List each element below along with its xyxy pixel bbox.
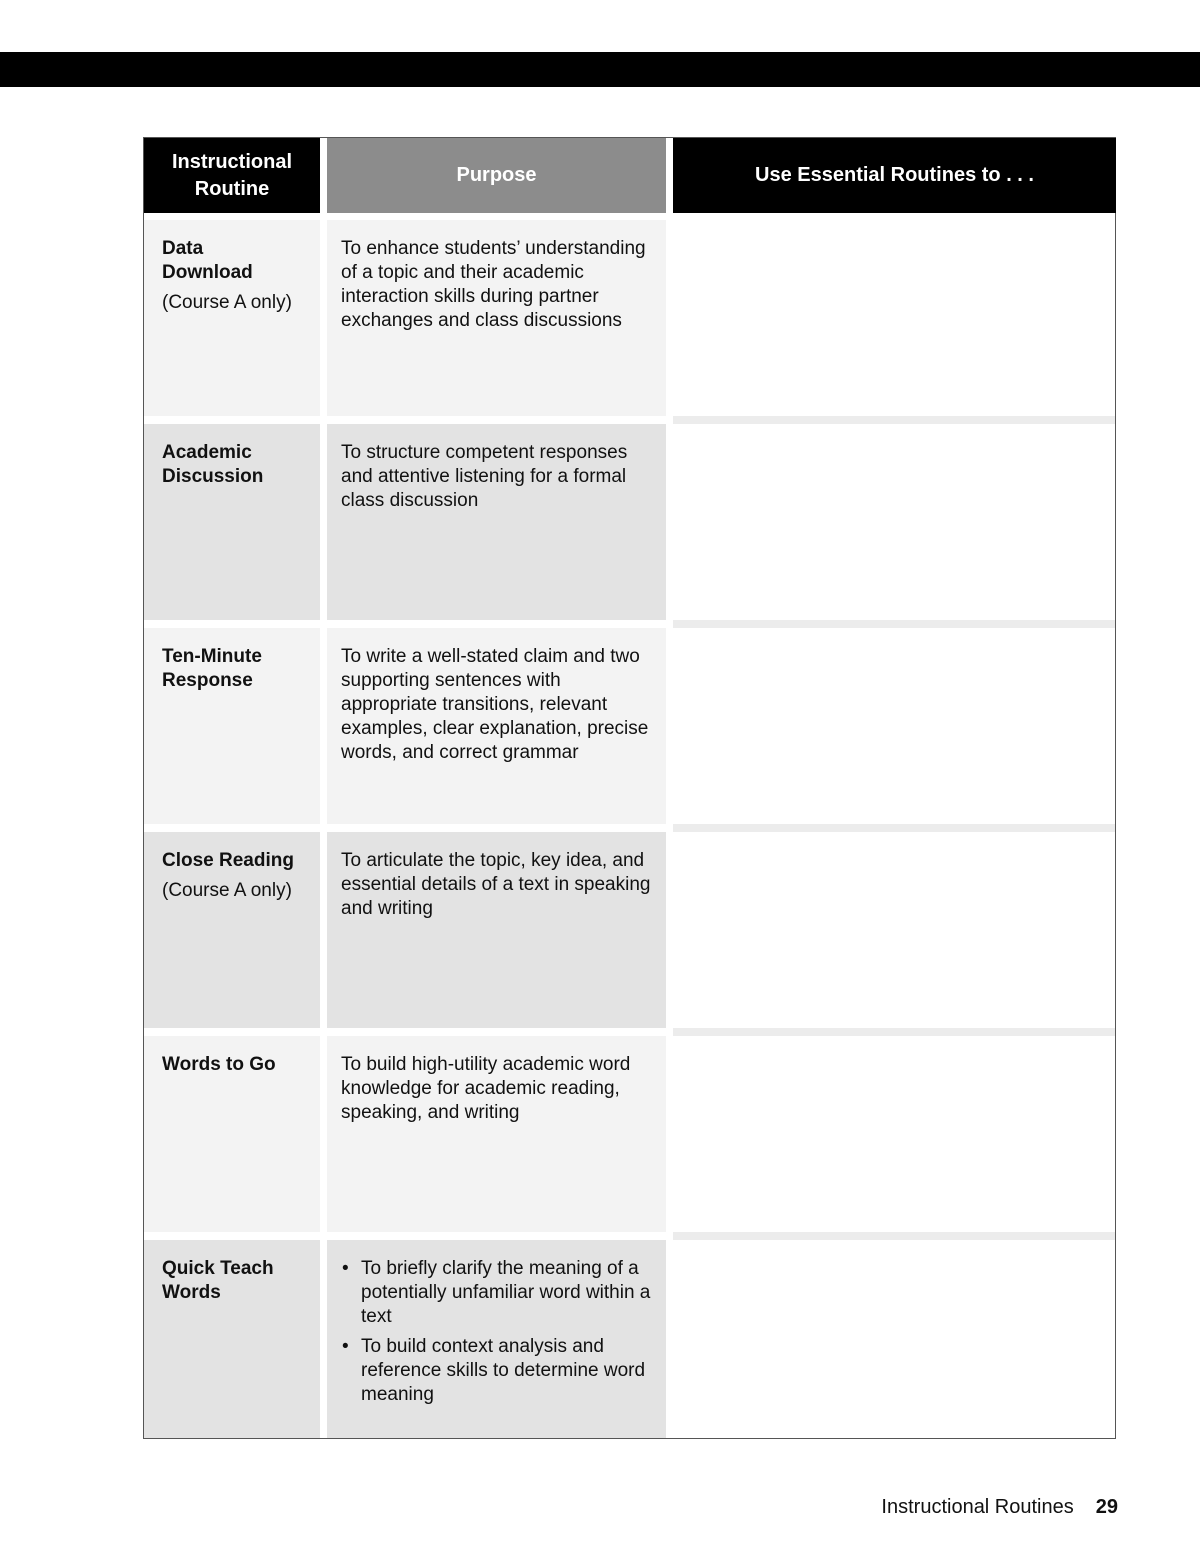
use-cell[interactable] bbox=[673, 1036, 1115, 1232]
use-cell[interactable] bbox=[673, 628, 1115, 824]
top-band bbox=[0, 52, 1200, 87]
routine-note: (Course A only) bbox=[162, 880, 292, 901]
purpose-text: To articulate the topic, key idea, and essential details of a text in speaking and writing bbox=[341, 850, 651, 919]
purpose-text: To write a well-stated claim and two supporting sentences with appropriate transitions, relevant examples, clear explanation, precise words, and correct grammar bbox=[341, 646, 649, 763]
purpose-cell bbox=[327, 424, 666, 620]
purpose-text: To build high-utility academic word knowledge for academic reading, speaking, and writing bbox=[341, 1054, 631, 1123]
use-cell[interactable] bbox=[673, 424, 1115, 620]
purpose-bullet: • To build context analysis and reference skills to determine word meaning bbox=[341, 1335, 658, 1407]
routine-cell bbox=[144, 1036, 320, 1232]
table-row bbox=[144, 628, 1115, 824]
routine-cell bbox=[144, 220, 320, 416]
routine-name: Quick Teach Words bbox=[162, 1258, 274, 1303]
header-purpose bbox=[327, 138, 666, 213]
row-separator bbox=[673, 620, 1115, 628]
purpose-bullets bbox=[341, 1257, 658, 1407]
page-footer bbox=[881, 1494, 1118, 1520]
purpose-cell bbox=[327, 628, 666, 824]
routines-table bbox=[143, 137, 1116, 1439]
routine-name: Close Reading bbox=[162, 850, 294, 871]
routine-name: Academic Discussion bbox=[162, 442, 264, 487]
routine-name: Ten-Minute Response bbox=[162, 646, 262, 691]
table-row bbox=[144, 1036, 1115, 1232]
header-routine-label: Instructional Routine bbox=[171, 150, 292, 200]
purpose-cell bbox=[327, 1036, 666, 1232]
routine-note: (Course A only) bbox=[162, 292, 292, 313]
row-separator bbox=[673, 1028, 1115, 1036]
header-use-label: Use Essential Routines to . . . bbox=[755, 164, 1034, 186]
table-row bbox=[144, 220, 1115, 416]
purpose-bullet: • To briefly clarify the meaning of a potentially unfamiliar word within a text bbox=[341, 1257, 658, 1329]
table-row bbox=[144, 424, 1115, 620]
header-separator bbox=[320, 138, 327, 213]
purpose-cell bbox=[327, 832, 666, 1028]
use-cell[interactable] bbox=[673, 1240, 1115, 1438]
header-use bbox=[673, 138, 1116, 213]
routine-cell bbox=[144, 832, 320, 1028]
routine-cell bbox=[144, 424, 320, 620]
page-number: 29 bbox=[1095, 1496, 1118, 1518]
row-separator bbox=[673, 416, 1115, 424]
row-separator bbox=[673, 824, 1115, 832]
purpose-text: To structure competent responses and attentive listening for a formal class discussion bbox=[341, 442, 628, 511]
table-row bbox=[144, 1240, 1115, 1438]
purpose-cell bbox=[327, 220, 666, 416]
use-cell[interactable] bbox=[673, 220, 1115, 416]
use-cell[interactable] bbox=[673, 832, 1115, 1028]
purpose-text: To enhance students’ understanding of a topic and their academic interaction skills during partner exchanges and class discussions bbox=[341, 238, 646, 331]
routine-name: Words to Go bbox=[162, 1054, 276, 1075]
header-separator bbox=[666, 138, 673, 213]
routine-cell bbox=[144, 1240, 320, 1438]
routine-cell bbox=[144, 628, 320, 824]
row-separator bbox=[673, 1232, 1115, 1240]
purpose-cell bbox=[327, 1240, 666, 1438]
routine-name: Data Download bbox=[162, 238, 253, 283]
table-row bbox=[144, 832, 1115, 1028]
footer-section: Instructional Routines bbox=[881, 1496, 1074, 1518]
header-purpose-label: Purpose bbox=[456, 164, 537, 186]
header-routine bbox=[144, 138, 320, 213]
